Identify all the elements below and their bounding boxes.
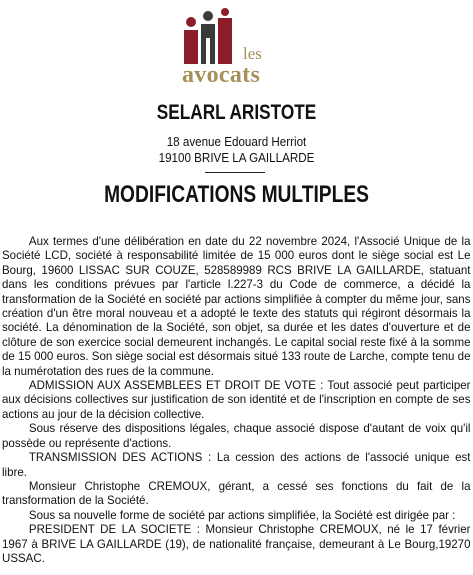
logo-avocats-text: avocats [182, 62, 261, 88]
address-street: 18 avenue Edouard Herriot [166, 135, 307, 149]
les-avocats-logo [180, 8, 290, 88]
paragraph-voting: Sous réserve des dispositions légales, chaque associé dispose d'autant de voix qu'il possède ou représente d'actions. [2, 421, 471, 450]
paragraph-president: PRESIDENT DE LA SOCIETE : Monsieur Christophe CREMOUX, né le 17 février 1967 à BRIVE LA GAILLARDE (19), de nationalité française, demeurant à Le Bourg,19270 USSAC. [2, 522, 471, 565]
notice-body [2, 234, 470, 565]
lawyers-figures-icon [184, 8, 234, 64]
address-city: 19100 BRIVE LA GAILLARDE [158, 151, 315, 165]
paragraph-direction: Sous sa nouvelle forme de société par actions simplifiée, la Société est dirigée par : [28, 507, 456, 522]
paragraph-admission: ADMISSION AUX ASSEMBLEES ET DROIT DE VOTE : Tout associé peut participer aux décisions collectives sur justification de son identité et de l'inscription en compte de ses actions au jour de la décision collective. [2, 378, 471, 421]
company-name: SELARL ARISTOTE [156, 101, 317, 124]
notice-title: MODIFICATIONS MULTIPLES [104, 181, 369, 208]
logo-les-text: les [243, 44, 262, 63]
paragraph-deliberation: Aux termes d'une délibération en date du 22 novembre 2024, l'Associé Unique de la Société LCD, société à responsabilité limitée de 15 000 euros dont le siège social est Le Bourg, 19600 LISSAC SUR COUZE, 528589989 RCS BRIVE LA GAILLARDE, statuant dans les conditions prévues par l'article l.227-3 du Code de commerce, a décidé la transformation de la Société en société par actions simplifiée à compter du même jour, sans création d'un être moral nouveau et a adopté le texte des statuts qui régiront désormais la société. La dénomination de la Société, son objet, sa durée et les dates d'ouverture et de clôture de son exercice social demeurent inchangés. Le capital social reste fixé à la somme de 15 000 euros. Son siège social est désormais situé 133 route de Larche, compte tenu de la numérotation des rues de la commune. [2, 234, 471, 378]
paragraph-transmission: TRANSMISSION DES ACTIONS : La cession des actions de l'associé unique est libre. [2, 450, 471, 479]
paragraph-former-manager: Monsieur Christophe CREMOUX, gérant, a cessé ses fonctions du fait de la transformation de la Société. [2, 478, 471, 508]
header-divider [205, 172, 265, 173]
